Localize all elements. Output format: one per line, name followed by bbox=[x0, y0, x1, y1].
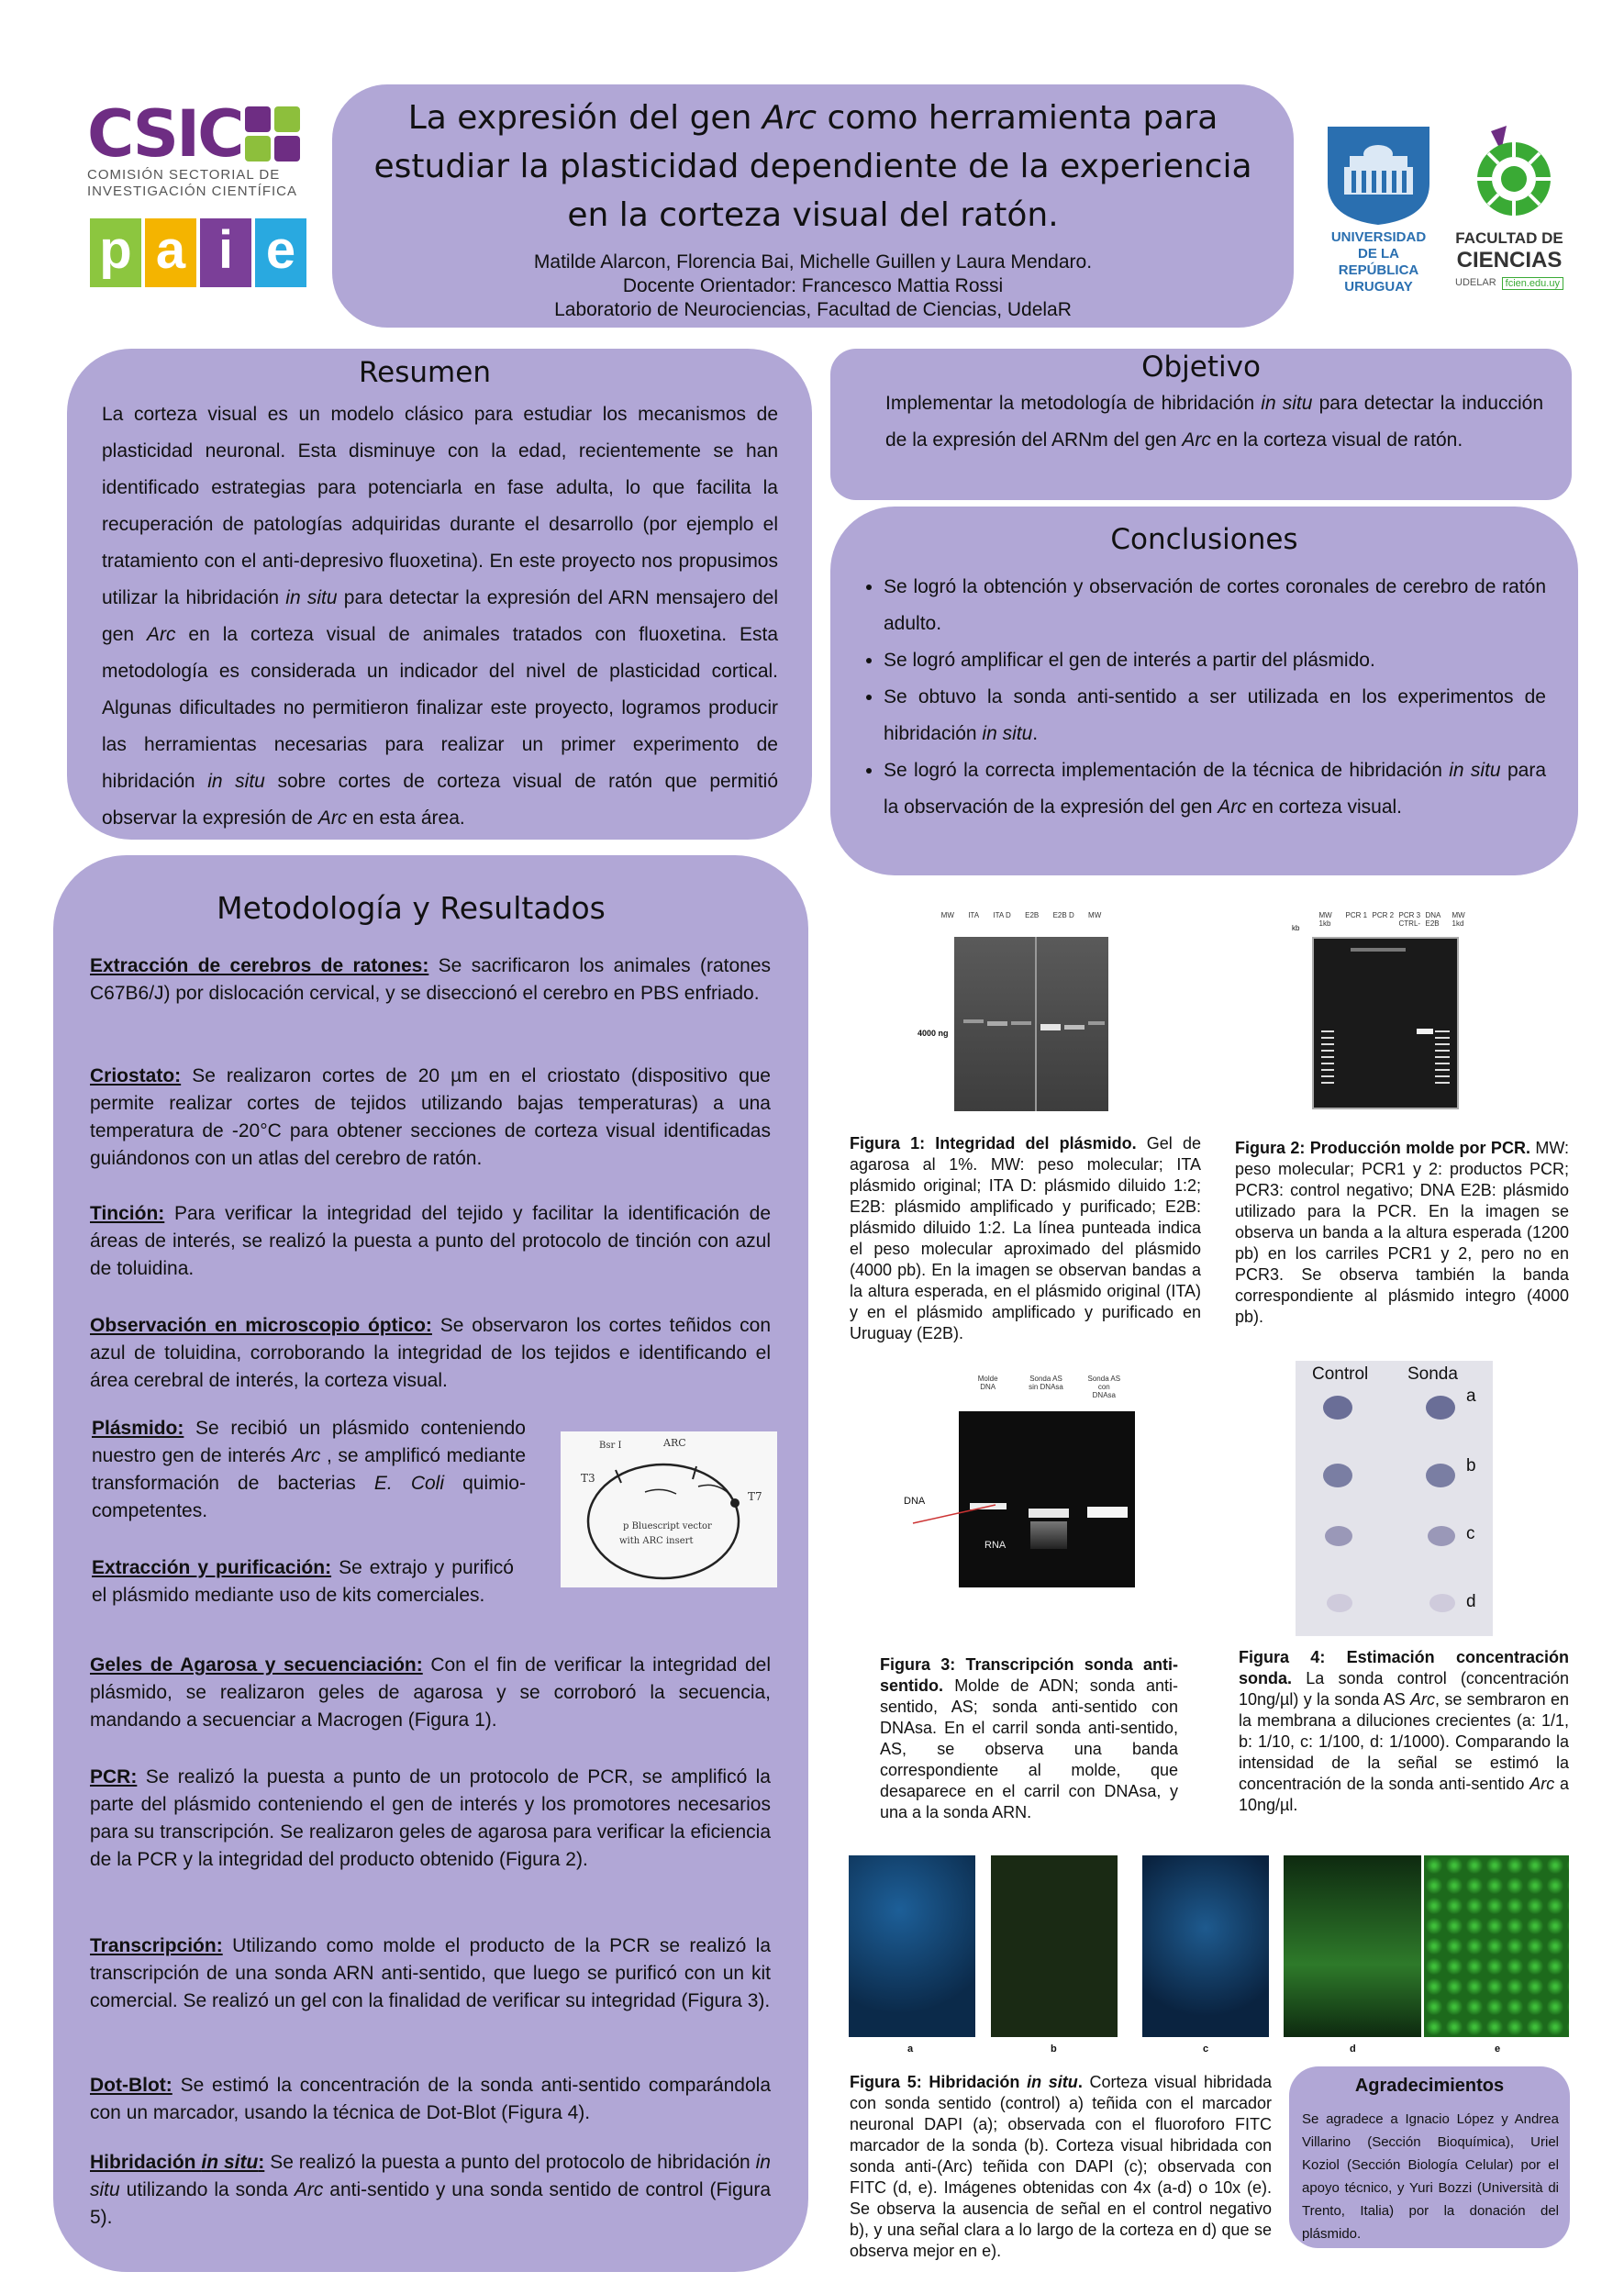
conclusion-2: • Se logró amplificar el gen de interés a partir del plásmido. bbox=[884, 642, 1546, 679]
fig5-panel-e bbox=[1424, 1855, 1569, 2037]
facultad-text-1: FACULTAD DE bbox=[1455, 229, 1563, 247]
conclusion-4: • Se logró la correcta implementación de la técnica de hibridación in situ para la observación de la expresión del gen Arc en corteza visual. bbox=[884, 752, 1546, 826]
conclusiones-list bbox=[858, 569, 1546, 826]
method-tincion: Tinción: Para verificar la integridad del tejido y facilitar la identificación de áreas de interés, se realizó la puesta a punto del protocolo de tinción con azul de toluidina. bbox=[90, 1203, 771, 1279]
plasmid-label-arc: ARC bbox=[663, 1437, 686, 1449]
metodologia-title: Metodología y Resultados bbox=[217, 890, 606, 926]
csic-subtitle-1: COMISIÓN SECTORIAL DE bbox=[87, 167, 281, 183]
csic-squares-icon bbox=[245, 106, 302, 163]
fig4-row-b: b bbox=[1466, 1456, 1476, 1476]
fig3-dna-label: DNA bbox=[904, 1496, 926, 1507]
authors: Matilde Alarcon, Florencia Bai, Michelle Guillen y Laura Mendaro. bbox=[533, 251, 1093, 273]
fig2-lane: MW 1kd bbox=[1452, 911, 1465, 928]
csic-wordmark: CSIC bbox=[87, 96, 242, 172]
facultad-url: fcien.edu.uy bbox=[1502, 277, 1563, 290]
fig1-lane: ITA bbox=[968, 911, 980, 919]
fig1-lane: MW bbox=[940, 911, 954, 919]
fig4-row-a: a bbox=[1466, 1386, 1476, 1406]
udelar-text-3: URUGUAY bbox=[1344, 279, 1413, 295]
fig5-label-c: c bbox=[1203, 2043, 1209, 2055]
facultad-text-2: CIENCIAS bbox=[1456, 248, 1563, 273]
fig2-kb-label: kb bbox=[1292, 924, 1300, 932]
plasmid-label-vector: p Bluescript vector bbox=[623, 1521, 712, 1531]
figure-3-gel bbox=[904, 1375, 1138, 1590]
conclusion-3: • Se obtuvo la sonda anti-sentido a ser utilizada en los experimentos de hibridación in situ. bbox=[884, 679, 1546, 752]
paie-letter-a: a bbox=[145, 218, 196, 287]
method-transcripcion: Transcripción: Utilizando como molde el producto de la PCR se realizó la transcripción de una sonda ARN anti-sentido, que luego se purificó con un kit comercial. Se realizó un gel con la finalidad de verificar su integridad (Figura 3). bbox=[90, 1935, 771, 2011]
fig2-lane: MW 1kb bbox=[1318, 911, 1332, 928]
method-purificacion: Extracción y purificación: Se extrajo y purificó el plásmido mediante uso de kits comerciales. bbox=[92, 1557, 514, 1606]
fig2-lane: PCR 3 CTRL- bbox=[1398, 911, 1421, 928]
fig4-row-c: c bbox=[1466, 1524, 1475, 1543]
plasmid-label-bsri: Bsr I bbox=[599, 1441, 622, 1451]
figure-4-dotblot bbox=[1296, 1361, 1493, 1636]
facultad-udelar: UDELAR bbox=[1455, 277, 1496, 288]
method-criostato: Criostato: Se realizaron cortes de 20 µm en el criostato (dispositivo que permite realizar cortes de tejidos utilizando bajas temperaturas) a una temperatura de -20°C para obtener secciones de corteza visual identificadas guiándonos con un atlas del cerebro de ratón. bbox=[90, 1065, 771, 1169]
figure-2-gel bbox=[1292, 911, 1477, 1118]
fig4-col-sonda: Sonda bbox=[1407, 1364, 1458, 1384]
fig2-lane: PCR 1 bbox=[1345, 911, 1368, 919]
fig3-lane: Sonda AS sin DNAsa bbox=[1029, 1375, 1063, 1391]
fig2-lane: DNA E2B bbox=[1425, 911, 1440, 928]
fig5-label-d: d bbox=[1350, 2043, 1356, 2055]
conclusiones-title: Conclusiones bbox=[1110, 523, 1298, 556]
fig3-lane: Molde DNA bbox=[977, 1375, 998, 1391]
figure-5-panels bbox=[849, 1855, 1569, 2062]
figure-3-caption: Figura 3: Transcripción sonda anti-sentido. Molde de ADN; sonda anti-sentido, AS; sonda anti-sentido con DNAsa. En el carril sonda anti-sentido, AS, se observa una banda correspondiente al molde, que desaparece en el carril con DNAsa, y una a la sonda ARN. bbox=[880, 1655, 1178, 1821]
udelar-text-1: UNIVERSIDAD bbox=[1330, 229, 1427, 245]
udelar-logo bbox=[1317, 119, 1440, 303]
objetivo-panel bbox=[830, 349, 1572, 500]
fig5-panel-d bbox=[1284, 1855, 1421, 2037]
plasmid-label-t7: T7 bbox=[748, 1490, 762, 1503]
method-pcr: PCR: Se realizó la puesta a punto de un protocolo de PCR, se amplificó la parte del plásmido conteniendo el gen de interés y los promotores necesarios para su transcripción. Se realizaron geles de agarosa para verificar la eficiencia de la PCR y la integridad del producto obtenido (Figura 2). bbox=[90, 1766, 771, 1870]
plasmid-label-insert: with ARC insert bbox=[619, 1536, 694, 1546]
fig1-lane-labels bbox=[934, 911, 1108, 928]
conclusiones-panel bbox=[830, 507, 1578, 875]
fig1-lane: ITA D bbox=[993, 911, 1011, 919]
paie-letter-e: e bbox=[255, 218, 306, 287]
fig5-panel-b bbox=[991, 1855, 1118, 2037]
fig5-label-b: b bbox=[1051, 2043, 1057, 2055]
fig1-lane: E2B D bbox=[1052, 911, 1074, 919]
plasmid-drawing bbox=[561, 1431, 777, 1587]
paie-letter-p: p bbox=[90, 218, 141, 287]
paie-letter-i: i bbox=[200, 218, 251, 287]
figure-5-caption: Figura 5: Hibridación in situ. Corteza visual hibridada con sonda sentido (control) a) teñida con el marcador neuronal DAPI (a); observada con el fluoroforo FITC marcador de la sonda (b). Corteza visual hibridada con sonda anti-(Arc) teñida con DAPI (c); observada con FITC (d, e). Imágenes obtenidas con 4x (a-d) o 10x (e). Se observa la ausencia de señal en el control negativo b), y una señal clara a lo largo de la corteza en d) que se observa mejor en e). bbox=[850, 2073, 1273, 2260]
method-plasmido: Plásmido: Se recibió un plásmido conteniendo nuestro gen de interés Arc , se amplificó mediante transformación de bacterias E. Coli quimio-competentes. bbox=[92, 1418, 527, 1521]
agradecimientos-title: Agradecimientos bbox=[1354, 2076, 1505, 2096]
advisor: Docente Orientador: Francesco Mattia Rossi bbox=[622, 275, 1004, 296]
conclusion-1: • Se logró la obtención y observación de cortes coronales de cerebro de ratón adulto. bbox=[884, 569, 1546, 642]
figure-1-gel bbox=[918, 911, 1108, 1118]
facultad-ciencias-logo bbox=[1450, 124, 1569, 303]
csic-subtitle-2: INVESTIGACIÓN CIENTÍFICA bbox=[87, 184, 298, 199]
fig5-label-e: e bbox=[1495, 2043, 1501, 2055]
figure-1-caption: Figura 1: Integridad del plásmido. Gel de agarosa al 1%. MW: peso molecular; ITA plásmido original; ITA D: plásmido diluido 1:2; E2B: plásmido amplificado y purificado; E2B: plásmido diluido 1:2. La línea punteada indica el peso molecular aproximado del plásmido (4000 pb). En la imagen se observan bandas a la altura esperada, en el plásmido original (ITA) y en el plásmido amplificado y purificado en Uruguay (E2B). bbox=[850, 1134, 1201, 1342]
method-microscopio: Observación en microscopio óptico: Se observaron los cortes teñidos con azul de toluidina, corroborando la integridad de los tejidos e identificando el área cerebral de interés, la corteza visual. bbox=[90, 1315, 771, 1391]
lab: Laboratorio de Neurociencias, Facultad de Ciencias, UdelaR bbox=[554, 299, 1072, 320]
objetivo-title: Objetivo bbox=[1141, 351, 1261, 384]
header-panel bbox=[332, 84, 1294, 328]
figure-2-caption: Figura 2: Producción molde por PCR. MW: peso molecular; PCR1 y 2: productos PCR; PCR3: control negativo; DNA E2B: plásmido utilizado para la PCR. En la imagen se observa un banda a la altura esperada (1200 pb) en los carriles PCR1 y 2, pero no en PCR3. Se observa también la banda correspondiente al plásmido integro (4000 pb). bbox=[1235, 1139, 1569, 1326]
objetivo-text: Implementar la metodología de hibridación in situ para detectar la inducción de la expresión del ARNm del gen Arc en la corteza visual de ratón. bbox=[885, 393, 1544, 451]
fig3-lane-labels bbox=[959, 1375, 1133, 1408]
resumen-text: La corteza visual es un modelo clásico para estudiar los mecanismos de plasticidad neuronal. Esta disminuye con la edad, recientemente se han identificado estrategias para potenciarla en fase adulta, lo que facilita la recuperación de patologías adquiridas durante el desarrollo (por ejemplo el tratamiento con el anti-depresivo fluoxetina). En este proyecto nos propusimos utilizar la hibridación in situ para detectar la expresión del ARN mensajero del gen Arc en la corteza visual de animales tratados con fluoxetina. Esta metodología es considerada un indicador del nivel de plasticidad cortical. Algunas dificultades no permitieron finalizar este proyecto, logramos producir las herramientas necesarias para realizar un primer experimento de hibridación in situ sobre cortes de corteza visual de ratón que permitió observar la expresión de Arc en esta área. bbox=[102, 404, 779, 829]
poster-title: La expresión del gen Arc como herramienta para estudiar la plasticidad dependiente de la experiencia en la corteza visual del ratón. bbox=[373, 99, 1252, 234]
facultad-footer bbox=[1450, 277, 1569, 290]
metodologia-panel bbox=[53, 855, 808, 2272]
udelar-text-2: DE LA REPÚBLICA bbox=[1338, 246, 1419, 278]
figure-4-caption: Figura 4: Estimación concentración sonda. La sonda control (concentración 10ng/µl) y la sonda AS Arc, se sembraron en la membrana a diluciones crecientes (a: 1/1, b: 1/10, c: 1/100, d: 1/1000). Comparando la intensidad de la señal se estimó la concentración de la sonda anti-sentido Arc a 10ng/µl. bbox=[1239, 1648, 1570, 1814]
method-geles: Geles de Agarosa y secuenciación: Con el fin de verificar la integridad del plásmido, se realizaron geles de agarosa y se corroboró la secuencia, mandando a secuenciar a Macrogen (Figura 1). bbox=[90, 1654, 771, 1731]
agradecimientos-panel bbox=[1289, 2066, 1570, 2248]
fig1-lane: E2B bbox=[1025, 911, 1040, 919]
fig1-marker-label: 4000 ng bbox=[918, 1029, 949, 1038]
method-extraccion: Extracción de cerebros de ratones: Se sacrificaron los animales (ratones C67B6/J) por dislocación cervical, y se diseccionó el cerebro en PBS enfriado. bbox=[90, 955, 771, 1004]
method-hibridacion: Hibridación in situ: Se realizó la puesta a punto del protocolo de hibridación in situ utilizando la sonda Arc anti-sentido y una sonda sentido de control (Figura 5). bbox=[90, 2152, 771, 2228]
resumen-panel bbox=[67, 349, 812, 840]
plasmid-label-t3: T3 bbox=[581, 1472, 595, 1485]
fig2-lane-labels bbox=[1318, 911, 1477, 931]
fig2-lane: PCR 2 bbox=[1372, 911, 1395, 919]
fig3-lane: Sonda AS con DNAsa bbox=[1087, 1375, 1121, 1399]
fig3-rna-label: RNA bbox=[984, 1540, 1007, 1551]
fig5-panel-a bbox=[849, 1855, 975, 2037]
fig1-lane: MW bbox=[1088, 911, 1102, 919]
method-dotblot: Dot-Blot: Se estimó la concentración de la sonda anti-sentido comparándola con un marcador, usando la técnica de Dot-Blot (Figura 4). bbox=[90, 2075, 771, 2123]
paie-logo bbox=[90, 218, 308, 287]
university-building-icon bbox=[1317, 119, 1440, 225]
fig4-row-d: d bbox=[1466, 1592, 1476, 1611]
resumen-title: Resumen bbox=[359, 356, 491, 389]
fig5-label-a: a bbox=[907, 2043, 914, 2055]
sunflower-icon bbox=[1450, 124, 1569, 225]
fig4-col-control: Control bbox=[1312, 1364, 1369, 1384]
csic-logo bbox=[87, 96, 307, 211]
agradecimientos-text: Se agradece a Ignacio López y Andrea Villarino (Sección Bioquímica), Uriel Koziol (Sección Biología Celular) por el apoyo técnico, y Yuri Bozzi (Università di Trento, Italia) por la donación del plásmido. bbox=[1302, 2111, 1559, 2242]
fig5-panel-c bbox=[1142, 1855, 1269, 2037]
